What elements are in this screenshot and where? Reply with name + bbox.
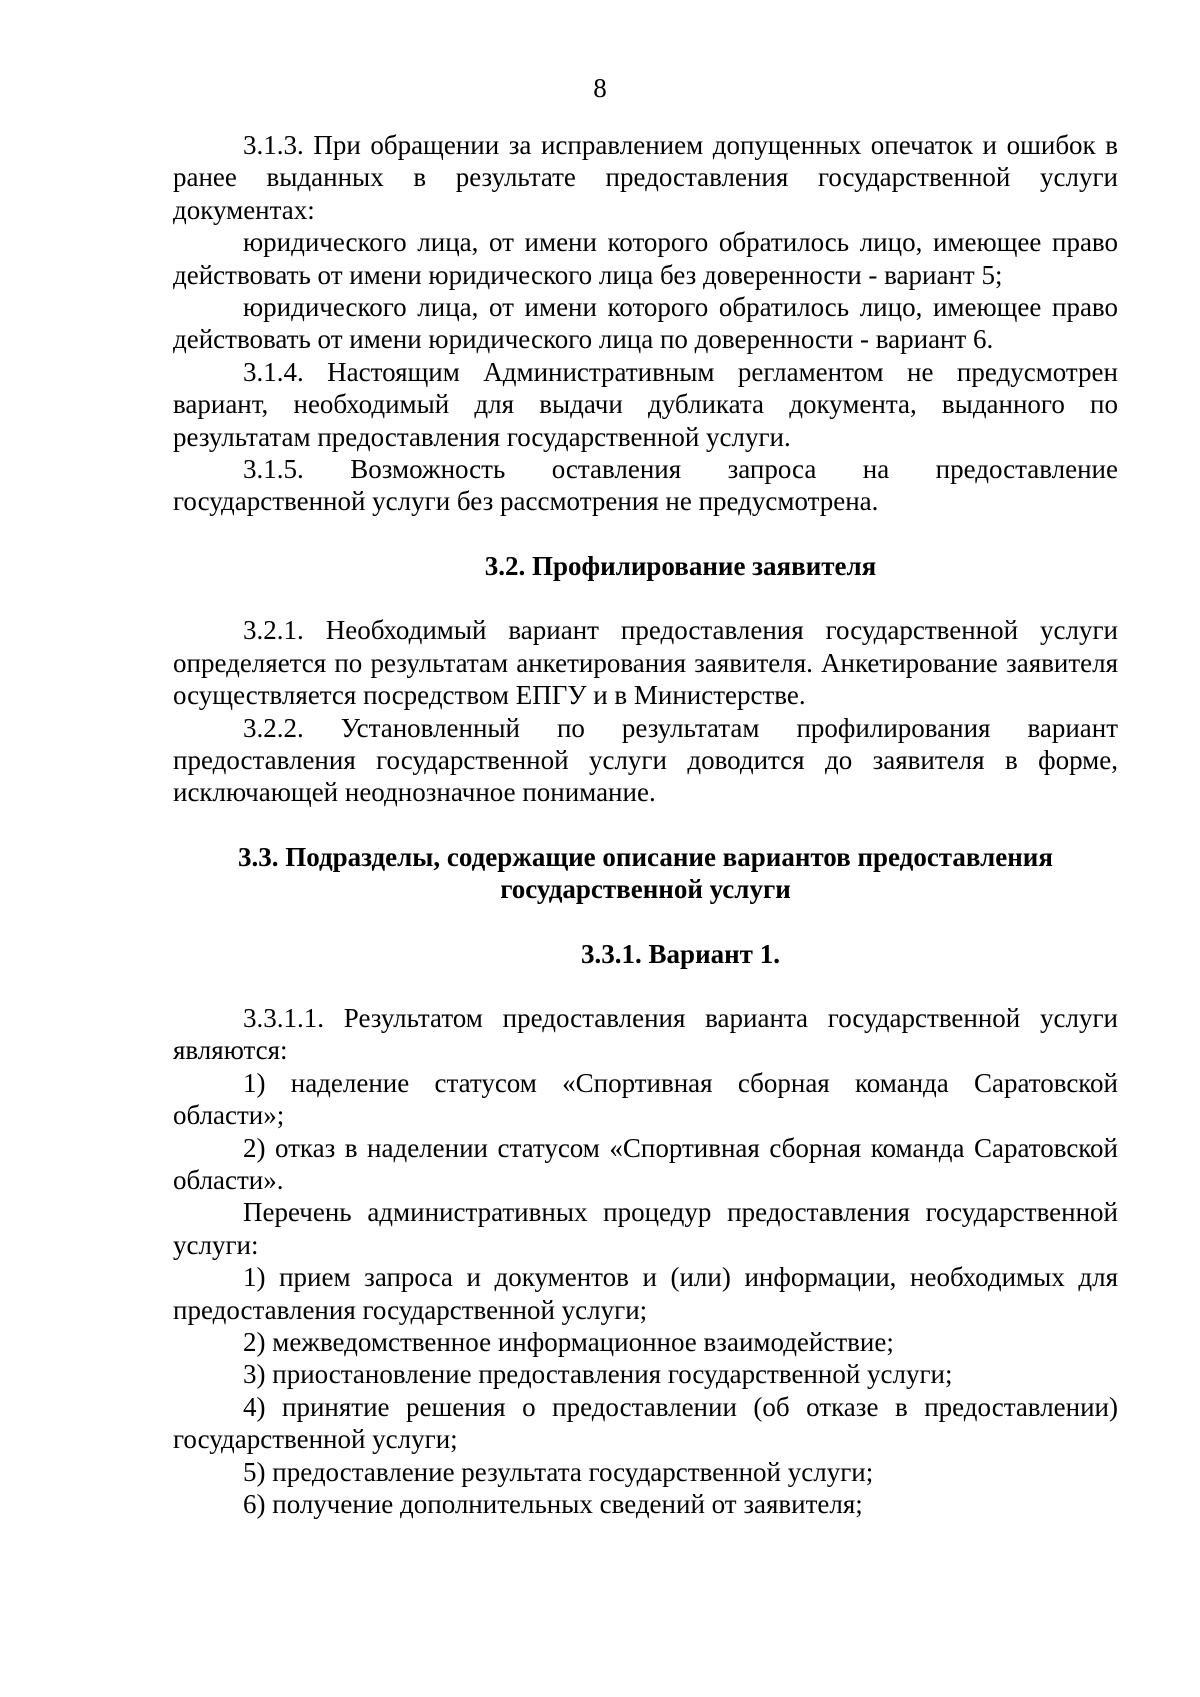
section-heading-3-2: 3.2. Профилирование заявителя — [484, 550, 877, 581]
list-item-procedure-1: 1) прием запроса и документов и (или) информации, необходимых для предоставления государственной услуги; — [173, 1262, 1118, 1325]
list-item-procedure-2: 2) межведомственное информационное взаимодействие; — [243, 1327, 894, 1357]
list-item-result-2: 2) отказ в наделении статусом «Спортивная сборная команда Саратовской области». — [173, 1132, 1118, 1195]
paragraph-3-1-5: 3.1.5. Возможность оставления запроса на предоставление государственной услуги без рассмотрения не предусмотрена. — [173, 454, 1118, 517]
paragraph-3-3-1-1: 3.3.1.1. Результатом предоставления варианта государственной услуги являются: — [173, 1002, 1118, 1066]
paragraph-procedures-intro: Перечень административных процедур предоставления государственной услуги: — [173, 1197, 1118, 1260]
section-heading-3-3-1: 3.3.1. Вариант 1. — [581, 938, 780, 969]
paragraph-variant-5: юридического лица, от имени которого обратилось лицо, имеющее право действовать от имени юридического лица без доверенности - вариант 5; — [173, 227, 1118, 290]
document-body — [173, 129, 1118, 1520]
section-heading-3-3: 3.3. Подразделы, содержащие описание вариантов предоставления государственной услуги — [238, 841, 1053, 905]
list-item-procedure-6: 6) получение дополнительных сведений от заявителя; — [243, 1489, 863, 1520]
list-item-procedure-4: 4) принятие решения о предоставлении (об отказе в предоставлении) государственной услуги; — [173, 1391, 1118, 1455]
paragraph-variant-6: юридического лица, от имени которого обратилось лицо, имеющее право действовать от имени юридического лица по доверенности - вариант 6. — [173, 292, 1118, 355]
page-number: 8 — [593, 73, 607, 103]
list-item-procedure-5: 5) предоставление результата государственной услуги; — [243, 1456, 874, 1487]
paragraph-3-1-4: 3.1.4. Настоящим Административным регламентом не предусмотрен вариант, необходимый для выдачи дубликата документа, выданного по результатам предоставления государственной услуги. — [173, 356, 1118, 452]
paragraph-3-2-1: 3.2.1. Необходимый вариант предоставления государственной услуги определяется по результатам анкетирования заявителя. Анкетирование заявителя осуществляется посредством ЕПГУ и в Министерстве. — [173, 615, 1118, 711]
paragraph-3-2-2: 3.2.2. Установленный по результатам профилирования вариант предоставления государственной услуги доводится до заявителя в форме, исключающей неоднозначное понимание. — [173, 712, 1118, 808]
list-item-procedure-3: 3) приостановление предоставления государственной услуги; — [243, 1359, 953, 1390]
paragraph-3-1-3: 3.1.3. При обращении за исправлением допущенных опечаток и ошибок в ранее выданных в результате предоставления государственной услуги документах: — [173, 130, 1118, 225]
list-item-result-1: 1) наделение статусом «Спортивная сборная команда Саратовской области»; — [173, 1067, 1118, 1131]
